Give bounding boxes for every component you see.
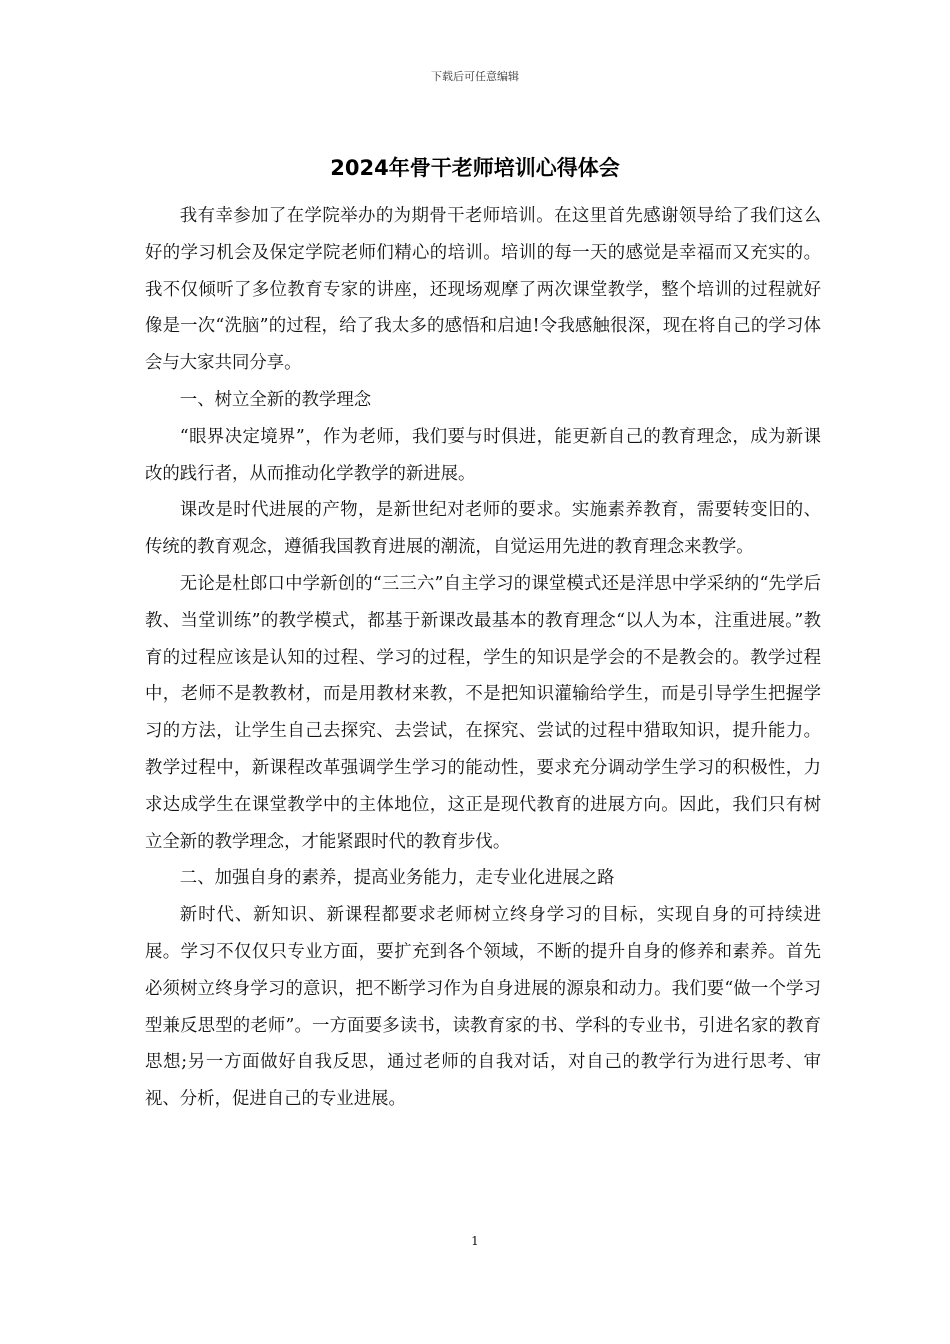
paragraph: “眼界决定境界”，作为老师，我们要与时俱进，能更新自己的教育理念，成为新课改的践行者，从而推动化学教学的新进展。: [145, 426, 821, 484]
paragraph: 新时代、新知识、新课程都要求老师树立终身学习的目标，实现自身的可持续进展。学习不仅仅只专业方面，要扩充到各个领域，不断的提升自身的修养和素养。首先必须树立终身学习的意识，把不断学习作为自身进展的源泉和动力。我们要“做一个学习型兼反思型的老师”。一方面要多读书，读教育家的书、学科的专业书，引进名家的教育思想;另一方面做好自我反思，通过老师的自我对话，对自己的教学行为进行思考、审视、分析，促进自己的专业进展。: [145, 905, 821, 1110]
page-header: 下载后可任意编辑: [431, 70, 519, 83]
paragraph-intro: 我有幸参加了在学院举办的为期骨干老师培训。在这里首先感谢领导给了我们这么好的学习机会及保定学院老师们精心的培训。培训的每一天的感觉是幸福而又充实的。我不仅倾听了多位教育专家的讲座，还现场观摩了两次课堂教学，整个培训的过程就好像是一次“洗脑”的过程，给了我太多的感悟和启迪!令我感触很深，现在将自己的学习体会与大家共同分享。: [145, 206, 821, 374]
section-heading-2: 二、加强自身的素养，提高业务能力，走专业化进展之路: [179, 868, 615, 889]
document-body: [145, 198, 821, 1118]
section-heading-1: 一、树立全新的教学理念: [179, 389, 372, 410]
paragraph: 课改是时代进展的产物，是新世纪对老师的要求。实施素养教育，需要转变旧的、传统的教育观念，遵循我国教育进展的潮流，自觉运用先进的教育理念来教学。: [145, 500, 821, 558]
paragraph: 无论是杜郎口中学新创的“三三六”自主学习的课堂模式还是洋思中学采纳的“先学后教、当堂训练”的教学模式，都基于新课改最基本的教育理念“以人为本，注重进展。”教育的过程应该是认知的过程、学习的过程，学生的知识是学会的不是教会的。教学过程中，老师不是教教材，而是用教材来教，不是把知识灌输给学生，而是引导学生把握学习的方法，让学生自己去探究、去尝试，在探究、尝试的过程中猎取知识，提升能力。教学过程中，新课程改革强调学生学习的能动性，要求充分调动学生学习的积极性，力求达成学生在课堂教学中的主体地位，这正是现代教育的进展方向。因此，我们只有树立全新的教学理念，才能紧跟时代的教育步伐。: [145, 573, 821, 852]
page-number: 1: [471, 1234, 479, 1248]
document-title: 2024年骨干老师培训心得体会: [330, 156, 620, 180]
